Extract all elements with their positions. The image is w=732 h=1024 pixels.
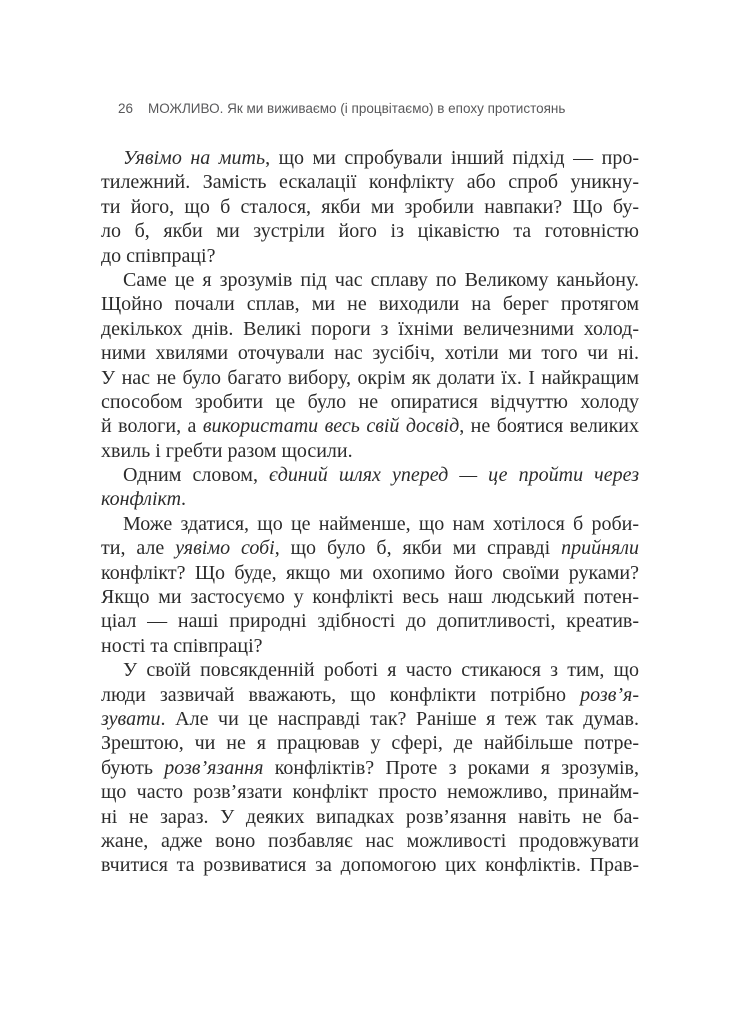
text-run: . Але чи це насправді так? Раніше я теж так думав.	[160, 707, 639, 730]
text-run: ти, але	[101, 537, 176, 560]
paragraph	[101, 463, 639, 512]
text-line	[101, 853, 639, 877]
italic-text-run: зувати	[101, 707, 161, 730]
running-header	[118, 101, 565, 117]
text-line	[101, 634, 639, 658]
text-line	[101, 341, 639, 365]
text-run: конфліктів? Проте з роками я зрозумів,	[263, 756, 640, 779]
italic-text-run: уявімо собі	[175, 537, 275, 560]
italic-text-run: єдиний шлях уперед — це пройти через	[269, 464, 640, 487]
text-run: жане, адже воно позбавляє нас можливості продовжувати	[101, 829, 639, 852]
text-line	[101, 512, 639, 536]
text-run: Одним словом,	[123, 464, 270, 487]
text-line	[101, 829, 639, 853]
italic-text-run: прийняли	[561, 537, 640, 560]
text-run: хвиль і гребти разом щосили.	[101, 439, 353, 462]
text-line	[101, 268, 639, 292]
text-run: У своїй повсякденній роботі я часто стикаюся з тим, що	[123, 659, 639, 682]
text-run: до співпраці?	[101, 244, 216, 267]
text-line	[101, 390, 639, 414]
italic-text-run: розв’я-	[580, 683, 639, 706]
text-run: декількох днів. Великі пороги з їхніми величезними холод-	[101, 317, 639, 340]
text-line	[101, 561, 639, 585]
text-run: й вологи, а	[101, 415, 203, 438]
page-body	[101, 146, 639, 878]
text-run: Зрештою, чи не я працював у сфері, де найбільше потре-	[101, 732, 639, 755]
text-run: У нас не було багато вибору, окрім як долати їх. І найкращим	[101, 366, 639, 389]
italic-text-run: конфлікт	[101, 488, 182, 511]
text-line	[101, 487, 639, 511]
text-line	[101, 609, 639, 633]
text-line	[101, 731, 639, 755]
running-header-title: МОЖЛИВО. Як ми виживаємо (і процвітаємо) в епоху протистоянь	[148, 101, 566, 116]
text-line	[101, 658, 639, 682]
text-line	[101, 585, 639, 609]
text-line	[101, 536, 639, 560]
text-run: ло б, якби ми зустріли його із цікавістю та готовністю	[101, 220, 639, 243]
text-run: ти його, що б сталося, якби ми зробили навпаки? Що бу-	[101, 195, 639, 218]
text-line	[101, 195, 639, 219]
text-line	[101, 244, 639, 268]
text-run: ні не зараз. У деяких випадках розв’язання навіть не ба-	[101, 805, 639, 828]
text-line	[101, 414, 639, 438]
text-line	[101, 146, 639, 170]
italic-text-run: використати весь свій досвід	[202, 415, 460, 438]
text-run: , що було б, якби ми справді	[274, 537, 562, 560]
text-line	[101, 219, 639, 243]
text-run: Може здатися, що це найменше, що нам хотілося б роби-	[123, 512, 639, 535]
paragraph	[101, 268, 639, 463]
text-run: .	[181, 488, 187, 511]
text-run: ності та співпраці?	[101, 634, 263, 657]
paragraph	[101, 658, 639, 878]
text-line	[101, 366, 639, 390]
text-run: Саме це я зрозумів під час сплаву по Великому каньйону.	[123, 268, 639, 291]
text-line	[101, 805, 639, 829]
text-line	[101, 463, 639, 487]
text-line	[101, 317, 639, 341]
text-run: люди зазвичай вважають, що конфлікти потрібно	[101, 683, 581, 706]
text-run: бують	[101, 756, 165, 779]
text-run: , що ми спробували інший підхід — про-	[265, 147, 639, 169]
paragraph	[101, 512, 639, 658]
text-line	[101, 780, 639, 804]
text-line	[101, 170, 639, 194]
text-run: ними хвилями оточували нас зусібіч, хотіли ми того чи ні.	[101, 342, 639, 365]
text-line	[101, 292, 639, 316]
text-run: Якщо ми застосуємо у конфлікті весь наш людський потен-	[101, 586, 639, 609]
page-number: 26	[118, 101, 134, 116]
italic-text-run: Уявімо на мить	[123, 147, 266, 169]
text-run: вчитися та розвиватися за допомогою цих конфліктів. Прав-	[101, 854, 639, 877]
text-run: тилежний. Замість ескалації конфлікту або спроб уникну-	[101, 171, 639, 194]
text-run: ціал — наші природні здібності до допитливості, креатив-	[101, 610, 639, 633]
italic-text-run: розв’язання	[164, 756, 264, 779]
text-line	[101, 439, 639, 463]
text-line	[101, 707, 639, 731]
text-run: конфлікт? Що буде, якщо ми охопимо його своїми руками?	[101, 561, 639, 584]
text-run: що часто розв’язати конфлікт просто неможливо, принайм-	[101, 781, 639, 804]
text-run: Щойно почали сплав, ми не виходили на берег протягом	[101, 293, 639, 316]
text-run: , не боятися великих	[459, 415, 639, 438]
text-run: способом зробити це було не опиратися відчуттю холоду	[101, 390, 639, 413]
text-line	[101, 683, 639, 707]
text-line	[101, 756, 639, 780]
paragraph	[101, 146, 639, 268]
